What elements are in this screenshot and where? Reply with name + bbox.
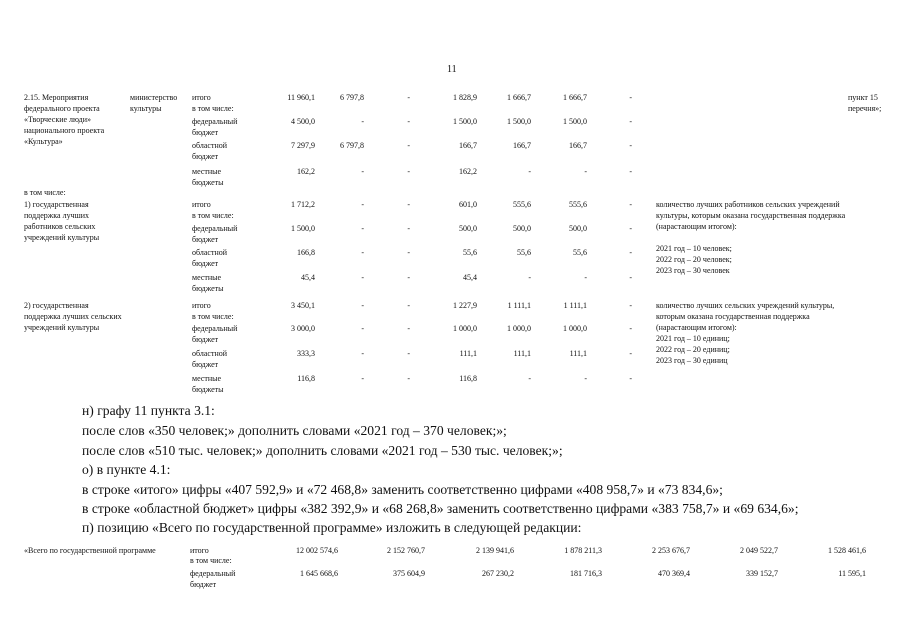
- row-subtype: в том числе:: [192, 104, 234, 113]
- table-cell: 166,7: [569, 141, 587, 150]
- row-type: местные бюджеты: [192, 273, 224, 293]
- paragraph: в строке «итого» цифры «407 592,9» и «72 468,8» заменить соответственно цифрами «408 958,7» и «73 834,6»;: [82, 482, 723, 497]
- table-cell: 1 111,1: [507, 301, 531, 310]
- table-cell: -: [629, 117, 632, 126]
- table-cell: -: [407, 273, 410, 282]
- table-cell: 1 000,0: [453, 324, 477, 333]
- table-cell: 2 049 522,7: [740, 546, 778, 555]
- paragraph: о) в пункте 4.1:: [82, 462, 171, 477]
- paragraph: п) позицию «Всего по государственной программе» изложить в следующей редакции:: [82, 520, 582, 535]
- note: пункт 15 перечня»;: [848, 93, 882, 113]
- table-cell: 1 000,0: [563, 324, 587, 333]
- table-cell: 11 960,1: [287, 93, 315, 102]
- table-cell: 45,4: [463, 273, 477, 282]
- table-cell: 1 500,0: [507, 117, 531, 126]
- sub2-target: 2021 год – 10 единиц;: [656, 334, 730, 343]
- table-cell: -: [407, 117, 410, 126]
- table-cell: 55,6: [573, 248, 587, 257]
- table-cell: 500,0: [513, 224, 531, 233]
- section-title: 2.15. Мероприятия федерального проекта «Творческие люди» национального проекта «Культура»: [24, 93, 105, 146]
- row-subtype: в том числе:: [192, 211, 234, 220]
- executor: министерство культуры: [130, 93, 178, 113]
- table-cell: -: [629, 200, 632, 209]
- table-cell: 111,1: [569, 349, 587, 358]
- table-cell: -: [629, 93, 632, 102]
- table-cell: 339 152,7: [746, 569, 778, 578]
- row-type: областной бюджет: [192, 141, 228, 161]
- table-cell: 1 500,0: [453, 117, 477, 126]
- table-cell: 3 450,1: [291, 301, 315, 310]
- table-cell: -: [407, 93, 410, 102]
- row-type: федеральный бюджет: [190, 569, 236, 589]
- table-cell: 6 797,8: [340, 93, 364, 102]
- table-cell: -: [407, 141, 410, 150]
- table-cell: -: [584, 167, 587, 176]
- sub2-target: 2023 год – 30 единиц: [656, 356, 728, 365]
- row-type: областной бюджет: [192, 248, 228, 268]
- row-type: местные бюджеты: [192, 374, 224, 394]
- sub2-indicator: количество лучших сельских учреждений культуры, которым оказана государственная поддержка (нарастающим итогом):: [656, 301, 835, 332]
- table-cell: 500,0: [569, 224, 587, 233]
- table-cell: -: [584, 374, 587, 383]
- table-cell: -: [407, 224, 410, 233]
- sub2-target: 2022 год – 20 единиц;: [656, 345, 730, 354]
- paragraph: в строке «областной бюджет» цифры «382 392,9» и «68 268,8» заменить соответственно цифрами «383 758,7» и «69 634,6»;: [82, 501, 799, 516]
- row-type: областной бюджет: [192, 349, 228, 369]
- table-cell: 55,6: [517, 248, 531, 257]
- row-type: федеральный бюджет: [192, 324, 238, 344]
- table-cell: 1 666,7: [563, 93, 587, 102]
- table-cell: 375 604,9: [393, 569, 425, 578]
- table-cell: 181 716,3: [570, 569, 602, 578]
- table-cell: 1 500,0: [291, 224, 315, 233]
- table-cell: 162,2: [459, 167, 477, 176]
- table-cell: -: [361, 248, 364, 257]
- table-cell: -: [528, 167, 531, 176]
- table-cell: 1 712,2: [291, 200, 315, 209]
- row-type: итого: [190, 546, 209, 555]
- table-cell: 2 139 941,6: [476, 546, 514, 555]
- table-cell: 7 297,9: [291, 141, 315, 150]
- paragraph: после слов «510 тыс. человек;» дополнить словами «2021 год – 530 тыс. человек;»;: [82, 443, 563, 458]
- table-cell: -: [629, 301, 632, 310]
- table-cell: 555,6: [569, 200, 587, 209]
- sub1-title: 1) государственная поддержка лучших работников сельских учреждений культуры: [24, 200, 100, 242]
- table-cell: -: [361, 200, 364, 209]
- table-cell: -: [407, 167, 410, 176]
- table-cell: 267 230,2: [482, 569, 514, 578]
- table-cell: 601,0: [459, 200, 477, 209]
- table-cell: -: [361, 349, 364, 358]
- table-cell: 166,8: [297, 248, 315, 257]
- sub1-target: 2022 год – 20 человек;: [656, 255, 732, 264]
- table-cell: 2 152 760,7: [387, 546, 425, 555]
- table-cell: 1 227,9: [453, 301, 477, 310]
- table-cell: -: [629, 273, 632, 282]
- table-cell: -: [584, 273, 587, 282]
- sub2-title: 2) государственная поддержка лучших сельских учреждений культуры: [24, 301, 122, 332]
- table-cell: 333,3: [297, 349, 315, 358]
- table-cell: 111,1: [459, 349, 477, 358]
- table-cell: 1 645 668,6: [300, 569, 338, 578]
- table-cell: -: [407, 349, 410, 358]
- table-cell: -: [407, 301, 410, 310]
- row-type: федеральный бюджет: [192, 117, 238, 137]
- table-cell: -: [407, 374, 410, 383]
- table-cell: 1 828,9: [453, 93, 477, 102]
- table-cell: -: [407, 248, 410, 257]
- table-cell: -: [407, 200, 410, 209]
- table-cell: 1 111,1: [563, 301, 587, 310]
- including-label: в том числе:: [24, 188, 66, 197]
- table-cell: -: [629, 167, 632, 176]
- row-subtype: в том числе:: [190, 556, 232, 565]
- row-type: итого: [192, 200, 211, 209]
- row-type: итого: [192, 93, 211, 102]
- table-cell: 1 000,0: [507, 324, 531, 333]
- table-cell: -: [361, 117, 364, 126]
- table-cell: -: [361, 374, 364, 383]
- table-cell: -: [629, 141, 632, 150]
- table-cell: 470 369,4: [658, 569, 690, 578]
- table-cell: 166,7: [513, 141, 531, 150]
- table-cell: -: [629, 374, 632, 383]
- row-subtype: в том числе:: [192, 312, 234, 321]
- table2-title: «Всего по государственной программе: [24, 546, 156, 555]
- paragraph: после слов «350 человек;» дополнить словами «2021 год – 370 человек;»;: [82, 423, 507, 438]
- table-cell: 4 500,0: [291, 117, 315, 126]
- table-cell: 116,8: [459, 374, 477, 383]
- table-cell: 45,4: [301, 273, 315, 282]
- table-cell: 166,7: [459, 141, 477, 150]
- table-cell: 12 002 574,6: [296, 546, 338, 555]
- table-cell: -: [361, 273, 364, 282]
- table-cell: 1 528 461,6: [828, 546, 866, 555]
- sub1-target: 2021 год – 10 человек;: [656, 244, 732, 253]
- table-cell: -: [528, 374, 531, 383]
- table-cell: 1 878 211,3: [564, 546, 602, 555]
- table-cell: -: [361, 301, 364, 310]
- table-cell: 11 595,1: [838, 569, 866, 578]
- page-number: 11: [447, 64, 457, 75]
- table-cell: -: [629, 324, 632, 333]
- table-cell: 111,1: [513, 349, 531, 358]
- sub1-indicator: количество лучших работников сельских учреждений культуры, которым оказана государственная поддержка (нарастающим итогом):: [656, 200, 846, 231]
- table-cell: -: [629, 224, 632, 233]
- table-cell: -: [629, 349, 632, 358]
- table-cell: -: [629, 248, 632, 257]
- sub1-target: 2023 год – 30 человек: [656, 266, 730, 275]
- table-cell: 116,8: [297, 374, 315, 383]
- row-type: местные бюджеты: [192, 167, 224, 187]
- table-cell: -: [361, 324, 364, 333]
- table-cell: 3 000,0: [291, 324, 315, 333]
- paragraph: н) графу 11 пункта 3.1:: [82, 403, 215, 418]
- table-cell: -: [361, 224, 364, 233]
- table-cell: 6 797,8: [340, 141, 364, 150]
- table-cell: 55,6: [463, 248, 477, 257]
- table-cell: 1 500,0: [563, 117, 587, 126]
- table-cell: 162,2: [297, 167, 315, 176]
- table-cell: -: [361, 167, 364, 176]
- row-type: федеральный бюджет: [192, 224, 238, 244]
- row-type: итого: [192, 301, 211, 310]
- table-cell: -: [407, 324, 410, 333]
- table-cell: -: [528, 273, 531, 282]
- table-cell: 1 666,7: [507, 93, 531, 102]
- table-cell: 500,0: [459, 224, 477, 233]
- table-cell: 2 253 676,7: [652, 546, 690, 555]
- table-cell: 555,6: [513, 200, 531, 209]
